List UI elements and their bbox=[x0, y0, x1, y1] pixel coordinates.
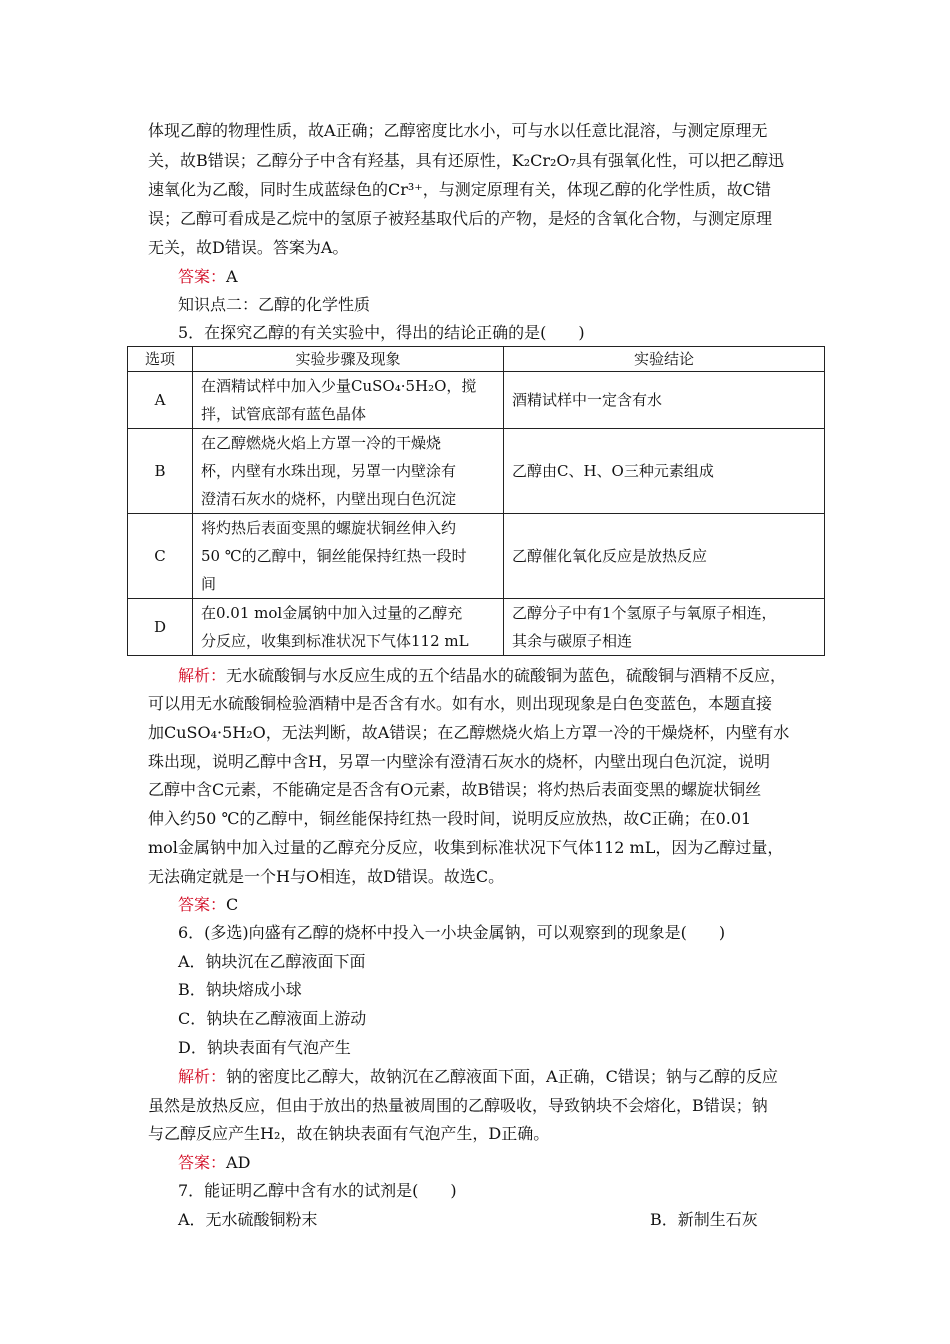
analysis-line: mol金属钠中加入过量的乙醇充分反应，收集到标准状况下气体112 mL，因为乙醇过量， bbox=[148, 838, 784, 857]
header-steps: 实验步骤及现象 bbox=[193, 347, 504, 372]
answer-value: A bbox=[226, 267, 238, 286]
table-row bbox=[128, 429, 825, 514]
steps-line: 分反应，收集到标准状况下气体112 mL bbox=[201, 632, 469, 650]
paragraph-line: 体现乙醇的物理性质，故A正确；乙醇密度比水小，可与水以任意比混溶，与测定原理无 bbox=[148, 121, 768, 140]
question-7-options bbox=[178, 1210, 758, 1230]
answer-label: 答案： bbox=[178, 1153, 227, 1172]
analysis-line: 与乙醇反应产生H₂，故在钠块表面有气泡产生，D正确。 bbox=[148, 1124, 550, 1143]
analysis-line: 虽然是放热反应，但由于放出的热量被周围的乙醇吸收，导致钠块不会熔化，B错误；钠 bbox=[148, 1096, 768, 1115]
row-steps bbox=[193, 372, 504, 429]
table-row bbox=[128, 372, 825, 429]
paragraph-line: 误；乙醇可看成是乙烷中的氢原子被羟基取代后的产物，是烃的含氧化合物，与测定原理 bbox=[148, 209, 773, 228]
option-b: B．新制生石灰 bbox=[650, 1210, 758, 1229]
steps-line: 50 ℃的乙醇中，铜丝能保持红热一段时 bbox=[201, 547, 467, 565]
header-conclusion: 实验结论 bbox=[504, 347, 825, 372]
answer-label: 答案： bbox=[178, 895, 227, 914]
analysis-label: 解析： bbox=[178, 666, 227, 685]
answer-line bbox=[178, 1153, 250, 1173]
answer-line bbox=[178, 267, 238, 287]
paragraph-line: 关，故B错误；乙醇分子中含有羟基，具有还原性，K₂Cr₂O₇具有强氧化性，可以把乙醇迅 bbox=[148, 151, 784, 170]
steps-line: 将灼热后表面变黑的螺旋状铜丝伸入约 bbox=[201, 519, 457, 537]
question-7-stem: 7．能证明乙醇中含有水的试剂是( ) bbox=[178, 1181, 457, 1200]
row-steps bbox=[193, 429, 504, 514]
conclusion-line: 其余与碳原子相连 bbox=[512, 632, 633, 650]
option-c: C．钠块在乙醇液面上游动 bbox=[178, 1009, 367, 1028]
row-conclusion bbox=[504, 429, 825, 514]
option-a: A．无水硫酸铜粉末 bbox=[178, 1210, 318, 1229]
row-conclusion bbox=[504, 514, 825, 599]
table-row bbox=[128, 514, 825, 599]
conclusion-line: 乙醇催化氧化反应是放热反应 bbox=[512, 547, 708, 565]
analysis-line: 伸入约50 ℃的乙醇中，铜丝能保持红热一段时间，说明反应放热，故C正确；在0.01 bbox=[148, 809, 752, 828]
analysis-text: 钠的密度比乙醇大，故钠沉在乙醇液面下面，A正确，C错误；钠与乙醇的反应 bbox=[226, 1067, 778, 1086]
experiment-table bbox=[127, 346, 825, 656]
steps-line: 澄清石灰水的烧杯，内壁出现白色沉淀 bbox=[201, 490, 457, 508]
option-a: A．钠块沉在乙醇液面下面 bbox=[178, 952, 366, 971]
table-header-row bbox=[128, 347, 825, 372]
option-b: B．钠块熔成小球 bbox=[178, 980, 302, 999]
answer-value: AD bbox=[226, 1153, 251, 1172]
steps-line: 在0.01 mol金属钠中加入过量的乙醇充 bbox=[201, 604, 463, 622]
question-6-stem: 6．(多选)向盛有乙醇的烧杯中投入一小块金属钠，可以观察到的现象是( ) bbox=[178, 923, 726, 942]
analysis-line: 无法确定就是一个H与O相连，故D错误。故选C。 bbox=[148, 867, 505, 886]
paragraph-line: 速氧化为乙酸，同时生成蓝绿色的Cr³⁺，与测定原理有关，体现乙醇的化学性质，故C错 bbox=[148, 180, 771, 199]
paragraph-line: 无关，故D错误。答案为A。 bbox=[148, 238, 349, 257]
analysis-line: 加CuSO₄·5H₂O，无法判断，故A错误；在乙醇燃烧火焰上方罩一冷的干燥烧杯，内壁有水 bbox=[148, 723, 790, 742]
answer-label: 答案： bbox=[178, 267, 227, 286]
analysis-label: 解析： bbox=[178, 1067, 227, 1086]
section-title: 知识点二：乙醇的化学性质 bbox=[178, 295, 371, 314]
conclusion-line: 乙醇分子中有1个氢原子与氧原子相连， bbox=[512, 604, 777, 622]
header-option: 选项 bbox=[128, 347, 193, 372]
analysis-line: 珠出现，说明乙醇中含H，另罩一内壁涂有澄清石灰水的烧杯，内壁出现白色沉淀，说明 bbox=[148, 752, 770, 771]
row-steps bbox=[193, 514, 504, 599]
conclusion-line: 乙醇由C、H、O三种元素组成 bbox=[512, 462, 714, 480]
row-option: C bbox=[128, 514, 193, 599]
question-5-stem: 5．在探究乙醇的有关实验中，得出的结论正确的是( ) bbox=[178, 323, 585, 342]
steps-line: 拌，试管底部有蓝色晶体 bbox=[201, 405, 367, 423]
analysis-line bbox=[178, 666, 786, 686]
option-d: D．钠块表面有气泡产生 bbox=[178, 1038, 351, 1057]
conclusion-line: 酒精试样中一定含有水 bbox=[512, 391, 663, 409]
answer-value: C bbox=[226, 895, 239, 914]
table-row bbox=[128, 599, 825, 656]
answer-line bbox=[178, 895, 238, 915]
row-option: B bbox=[128, 429, 193, 514]
row-conclusion bbox=[504, 599, 825, 656]
analysis-line: 乙醇中含C元素，不能确定是否含有O元素，故B错误；将灼热后表面变黑的螺旋状铜丝 bbox=[148, 780, 762, 799]
row-option: D bbox=[128, 599, 193, 656]
analysis-line bbox=[178, 1067, 778, 1087]
row-conclusion bbox=[504, 372, 825, 429]
steps-line: 杯，内壁有水珠出现，另罩一内壁涂有 bbox=[201, 462, 457, 480]
analysis-text: 无水硫酸铜与水反应生成的五个结晶水的硫酸铜为蓝色，硫酸铜与酒精不反应， bbox=[226, 666, 787, 685]
steps-line: 在乙醇燃烧火焰上方罩一冷的干燥烧 bbox=[201, 434, 442, 452]
row-steps bbox=[193, 599, 504, 656]
analysis-line: 可以用无水硫酸铜检验酒精中是否含有水。如有水，则出现现象是白色变蓝色，本题直接 bbox=[148, 694, 773, 713]
steps-line: 在酒精试样中加入少量CuSO₄·5H₂O，搅 bbox=[201, 377, 477, 395]
row-option: A bbox=[128, 372, 193, 429]
steps-line: 间 bbox=[201, 575, 217, 593]
